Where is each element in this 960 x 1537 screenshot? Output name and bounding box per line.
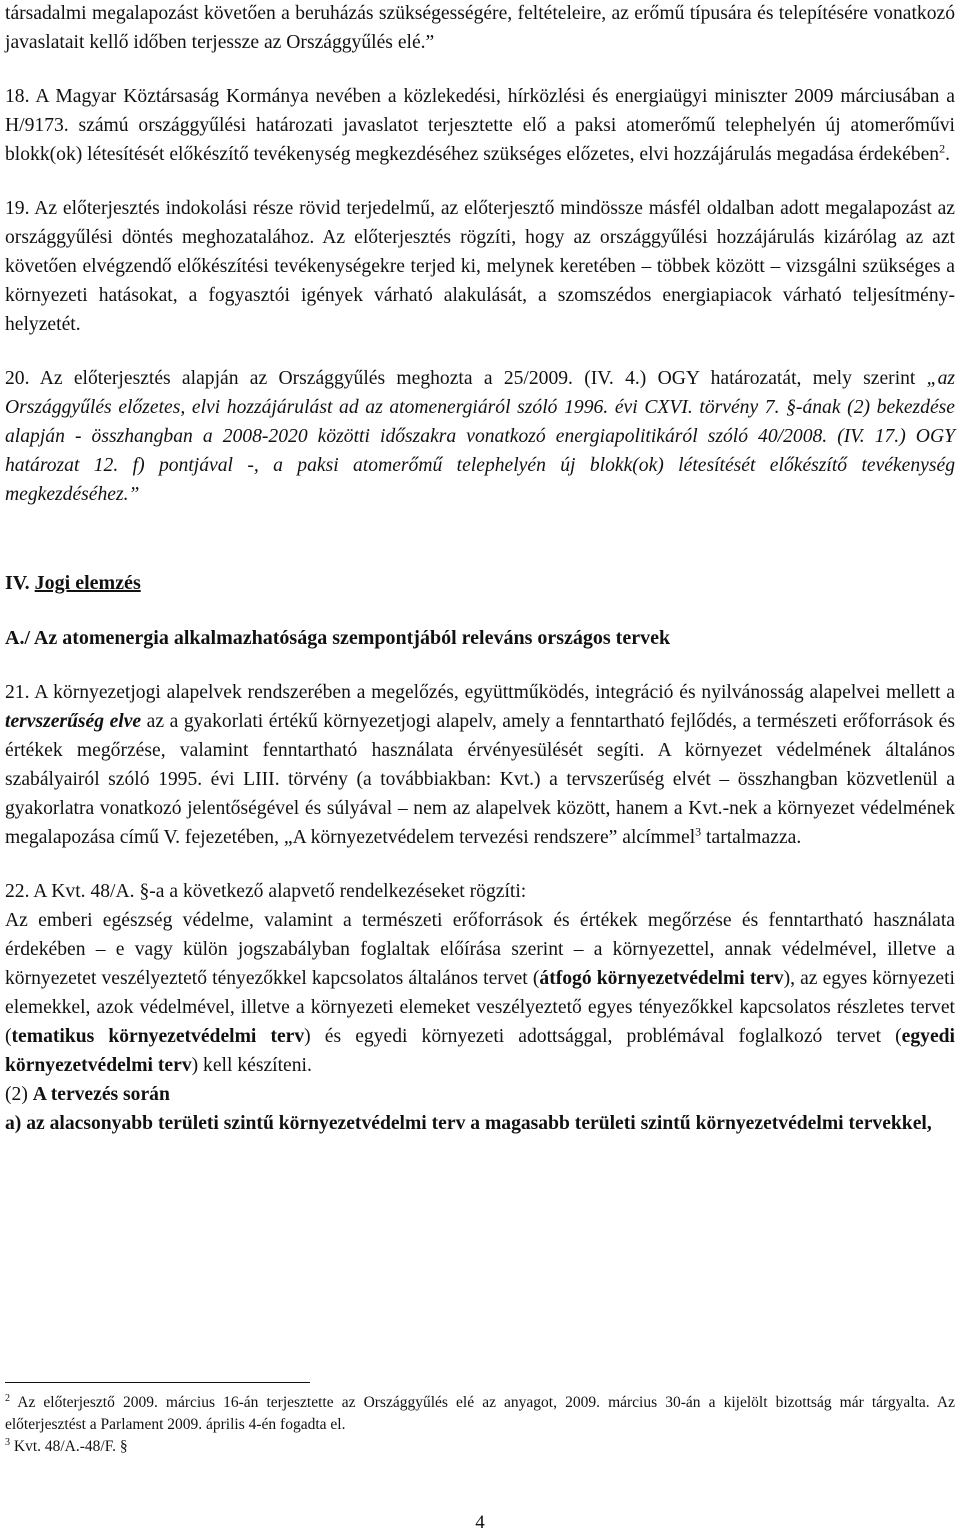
p22-text-e: ) és egyedi környezeti adottsággal, problémával foglalkozó tervet ( — [304, 1026, 902, 1047]
footnote-3-text: Kvt. 48/A.-48/F. § — [10, 1438, 128, 1455]
p22-text-a: Az emberi egészség védelme, valamint a természeti erőforrások és értékek megőrzése és fenntartható használata érdekében – e vagy külön jogszabályban foglaltak előírása szerint – a környezettel, annak védelmével, illetve a környezetet veszélyeztető tényezőkkel kapcsolatos általános tervet ( — [5, 910, 955, 989]
p22-text-g: ) kell készíteni. — [191, 1055, 312, 1076]
p19-text: 19. Az előterjesztés indokolási része rövid terjedelmű, az előterjesztő mindössze másfél oldalban adott megalapozást az országgyűlési döntés meghozatalához. Az előterjesztés rögzíti, hogy az országgyűlési hozzájárulás kizárólag az azt követően elvégzendő előkészítési tevékenységekre terjed ki, melynek keretében – többek között – vizsgálni szükséges a környezeti hatásokat, a fogyasztói igények várható alakulását, a szomszédos energiapiacok várható teljesítmény-helyzetét. — [5, 198, 955, 335]
footnote-2-number: 2 — [5, 1392, 10, 1404]
p18-end: . — [945, 144, 951, 165]
subsection-title: A./ Az atomenergia alkalmazhatósága szempontjából releváns országos tervek — [5, 627, 671, 649]
footnote-ref-3[interactable]: 3 — [695, 824, 702, 839]
p22-bold-b: átfogó környezetvédelmi terv — [539, 968, 784, 989]
p22-bold-f: egyedi környezetvédelmi terv — [5, 1026, 955, 1076]
footnotes — [5, 1392, 955, 1458]
paragraph-18 — [5, 82, 955, 169]
footnote-2-text: Az előterjesztő 2009. március 16-án terjesztette az Országgyűlés elé az anyagot, 2009. március 30-án a kijelölt bizottság már tárgyalta. Az előterjesztést a Parlament 2009. április 4-én fogadta el. — [5, 1394, 955, 1433]
p18-text: 18. A Magyar Köztársaság Kormánya nevében a közlekedési, hírközlési és energiaügyi miniszter 2009 márciusában a H/9173. számú országgyűlési határozati javaslatot terjesztette elő a paksi atomerőmű telephelyén új atomerőművi blokk(ok) létesítését előkészítő tevékenység megkezdéséhez szükséges előzetes, elvi hozzájárulás megadása érdekében — [5, 86, 955, 165]
footnote-2 — [5, 1392, 955, 1436]
paragraph-22-head — [5, 877, 955, 906]
section-title: Jogi elemzés — [34, 572, 141, 594]
p21-text-a: 21. A környezetjogi alapelvek rendszerében a megelőzés, együttműködés, integráció és nyilvánosság alapelvei mellett a — [5, 682, 955, 703]
footnote-ref-2[interactable]: 2 — [939, 141, 946, 156]
p22-2-num: (2) — [5, 1084, 33, 1105]
document-page — [5, 0, 955, 1455]
p22-text-c: ), az egyes környezeti elemekkel, azok védelmével, illetve a környezeti elemeket veszélyeztető egyes tényezőkkel kapcsolatos részletes tervet ( — [5, 968, 955, 1047]
section-number: IV. — [5, 572, 30, 594]
p22-bold-d: tematikus környezetvédelmi terv — [11, 1026, 305, 1047]
paragraph-22-body — [5, 906, 955, 1080]
p17-text: társadalmi megalapozást követően a beruházás szükségességére, feltételeire, az erőmű típusára és telepítésére vonatkozó javaslatait kellő időben terjessze az Országgyűlés elé.” — [5, 3, 955, 53]
p20-quote: „az Országgyűlés előzetes, elvi hozzájárulást ad az atomenergiáról szóló 1996. évi CXVI. törvény 7. §-ának (2) bekezdése alapján - összhangban a 2008-2020 közötti időszakra vonatkozó energiapolitikáról szóló 40/2008. (IV. 17.) OGY határozat 12. f) pontjával -, a paksi atomerőmű telephelyén új blokk(ok) létesítését előkészítő tevékenység megkezdéséhez.” — [5, 368, 955, 505]
p22-head: 22. A Kvt. 48/A. §-a a következő alapvető rendelkezéseket rögzíti: — [5, 881, 527, 902]
footnote-3 — [5, 1436, 955, 1458]
section-heading — [5, 569, 955, 598]
p22-2a-text: a) az alacsonyabb területi szintű környezetvédelmi terv a magasabb területi szintű környezetvédelmi tervekkel, — [5, 1113, 932, 1134]
paragraph-17-tail — [5, 0, 955, 57]
footnote-3-number: 3 — [5, 1436, 10, 1448]
subsection-heading — [5, 624, 955, 653]
p22-2-bold: A tervezés során — [32, 1084, 170, 1105]
paragraph-21 — [5, 678, 955, 852]
footnote-separator — [5, 1382, 310, 1383]
p21-text-c: az a gyakorlati értékű környezetjogi alapelv, amely a fenntartható fejlődés, a természeti erőforrások és értékek megőrzése, valamint fenntartható használata érvényesülését segíti. A környezet védelmének általános szabályairól szóló 1995. évi LIII. törvény (a továbbiakban: Kvt.) a tervszerűség elvét – összhangban közvetlenül a gyakorlatra vonatkozó jelentőségével és súlyával – nem az alapelvek között, hanem a Kvt.-nek a környezet védelmének megalapozása című V. fejezetében, „A környezetvédelem tervezési rendszere” alcímmel — [5, 711, 955, 848]
p21-emphasis: tervszerűség elve — [5, 711, 142, 732]
page-number: 4 — [475, 1512, 485, 1533]
p20-intro: 20. Az előterjesztés alapján az Országgyűlés meghozta a 25/2009. (IV. 4.) OGY határozatát, mely szerint — [5, 368, 927, 389]
paragraph-22-2a — [5, 1109, 955, 1138]
paragraph-22-2 — [5, 1080, 955, 1109]
p21-end: tartalmazza. — [701, 827, 802, 848]
paragraph-19 — [5, 194, 955, 339]
paragraph-20 — [5, 364, 955, 509]
